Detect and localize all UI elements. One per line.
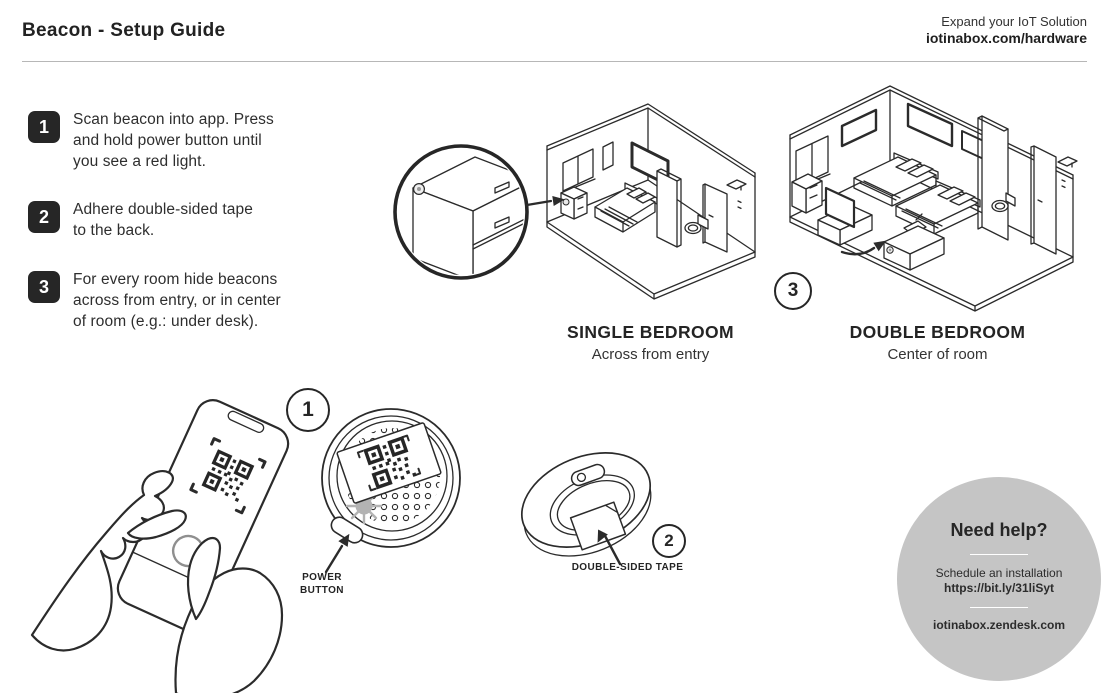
bed <box>595 183 657 232</box>
beacon-dot-center <box>889 249 891 251</box>
single-bedroom-subtitle: Across from entry <box>591 346 710 363</box>
beacon-tape-illustration <box>508 443 666 568</box>
tape-arrow <box>590 512 630 568</box>
beacon-body <box>508 443 666 568</box>
step-3-number-badge: 3 <box>28 271 60 303</box>
magnifier-circle <box>395 146 535 281</box>
help-divider <box>970 554 1028 555</box>
beacon-dot-center <box>417 187 421 191</box>
tv-console <box>818 188 872 245</box>
power-button-arrow <box>318 534 354 574</box>
help-divider <box>970 607 1028 608</box>
page-title: Beacon - Setup Guide <box>22 20 226 41</box>
help-title: Need help? <box>950 520 1048 540</box>
power-button-label: POWER BUTTON <box>300 572 344 596</box>
header-url: iotinabox.com/hardware <box>925 30 1087 46</box>
step-1-text <box>73 109 274 172</box>
wall-art-frame <box>908 104 952 146</box>
header-tagline: Expand your IoT Solution <box>941 14 1087 29</box>
single-bedroom-diagram <box>375 85 770 335</box>
help-link: https://bit.ly/31liSyt <box>943 581 1054 595</box>
step-line: to the back. <box>73 222 155 239</box>
help-schedule-text: Schedule an installation <box>935 566 1063 580</box>
door <box>1031 146 1056 254</box>
header-divider <box>22 61 1087 62</box>
phone-step-marker: 1 <box>286 388 330 432</box>
tape-label: DOUBLE-SIDED TAPE <box>571 562 684 573</box>
towel-shelf <box>727 180 746 208</box>
partition-wall <box>978 116 1008 240</box>
step-2-number-badge: 2 <box>28 201 60 233</box>
partition-wall <box>657 169 681 247</box>
inset-arrow <box>527 194 566 206</box>
window <box>561 149 595 193</box>
tape-step-marker: 2 <box>652 524 686 558</box>
wall-art-frame <box>842 110 876 146</box>
step-line: and hold power button until <box>73 132 262 149</box>
picture-frame <box>603 142 613 170</box>
double-bedroom-title: DOUBLE BEDROOM <box>849 322 1026 342</box>
step-line: For every room hide beacons <box>73 271 278 288</box>
single-bedroom-title: SINGLE BEDROOM <box>567 322 734 342</box>
step-1-number-badge: 1 <box>28 111 60 143</box>
step-line: you see a red light. <box>73 153 206 170</box>
step-1 <box>28 111 60 143</box>
desk <box>884 226 944 270</box>
step-line: of room (e.g.: under desk). <box>73 313 259 330</box>
nightstand <box>561 187 587 219</box>
step-2 <box>28 201 60 233</box>
step-line: Scan beacon into app. Press <box>73 111 274 128</box>
dresser <box>792 174 822 213</box>
step-3 <box>28 271 60 303</box>
step-line: across from entry, or in center <box>73 292 281 309</box>
help-support-url: iotinabox.zendesk.com <box>932 618 1066 632</box>
need-help-circle <box>897 477 1101 681</box>
double-bedroom-subtitle: Center of room <box>887 346 988 363</box>
step-3-text <box>73 269 281 332</box>
room-step-marker: 3 <box>774 272 812 310</box>
phone-scanning-illustration <box>28 383 313 693</box>
door <box>703 184 727 252</box>
step-2-text <box>73 199 253 241</box>
header-right <box>926 14 1087 46</box>
step-line: Adhere double-sided tape <box>73 201 253 218</box>
beacon-top-illustration <box>313 403 471 555</box>
